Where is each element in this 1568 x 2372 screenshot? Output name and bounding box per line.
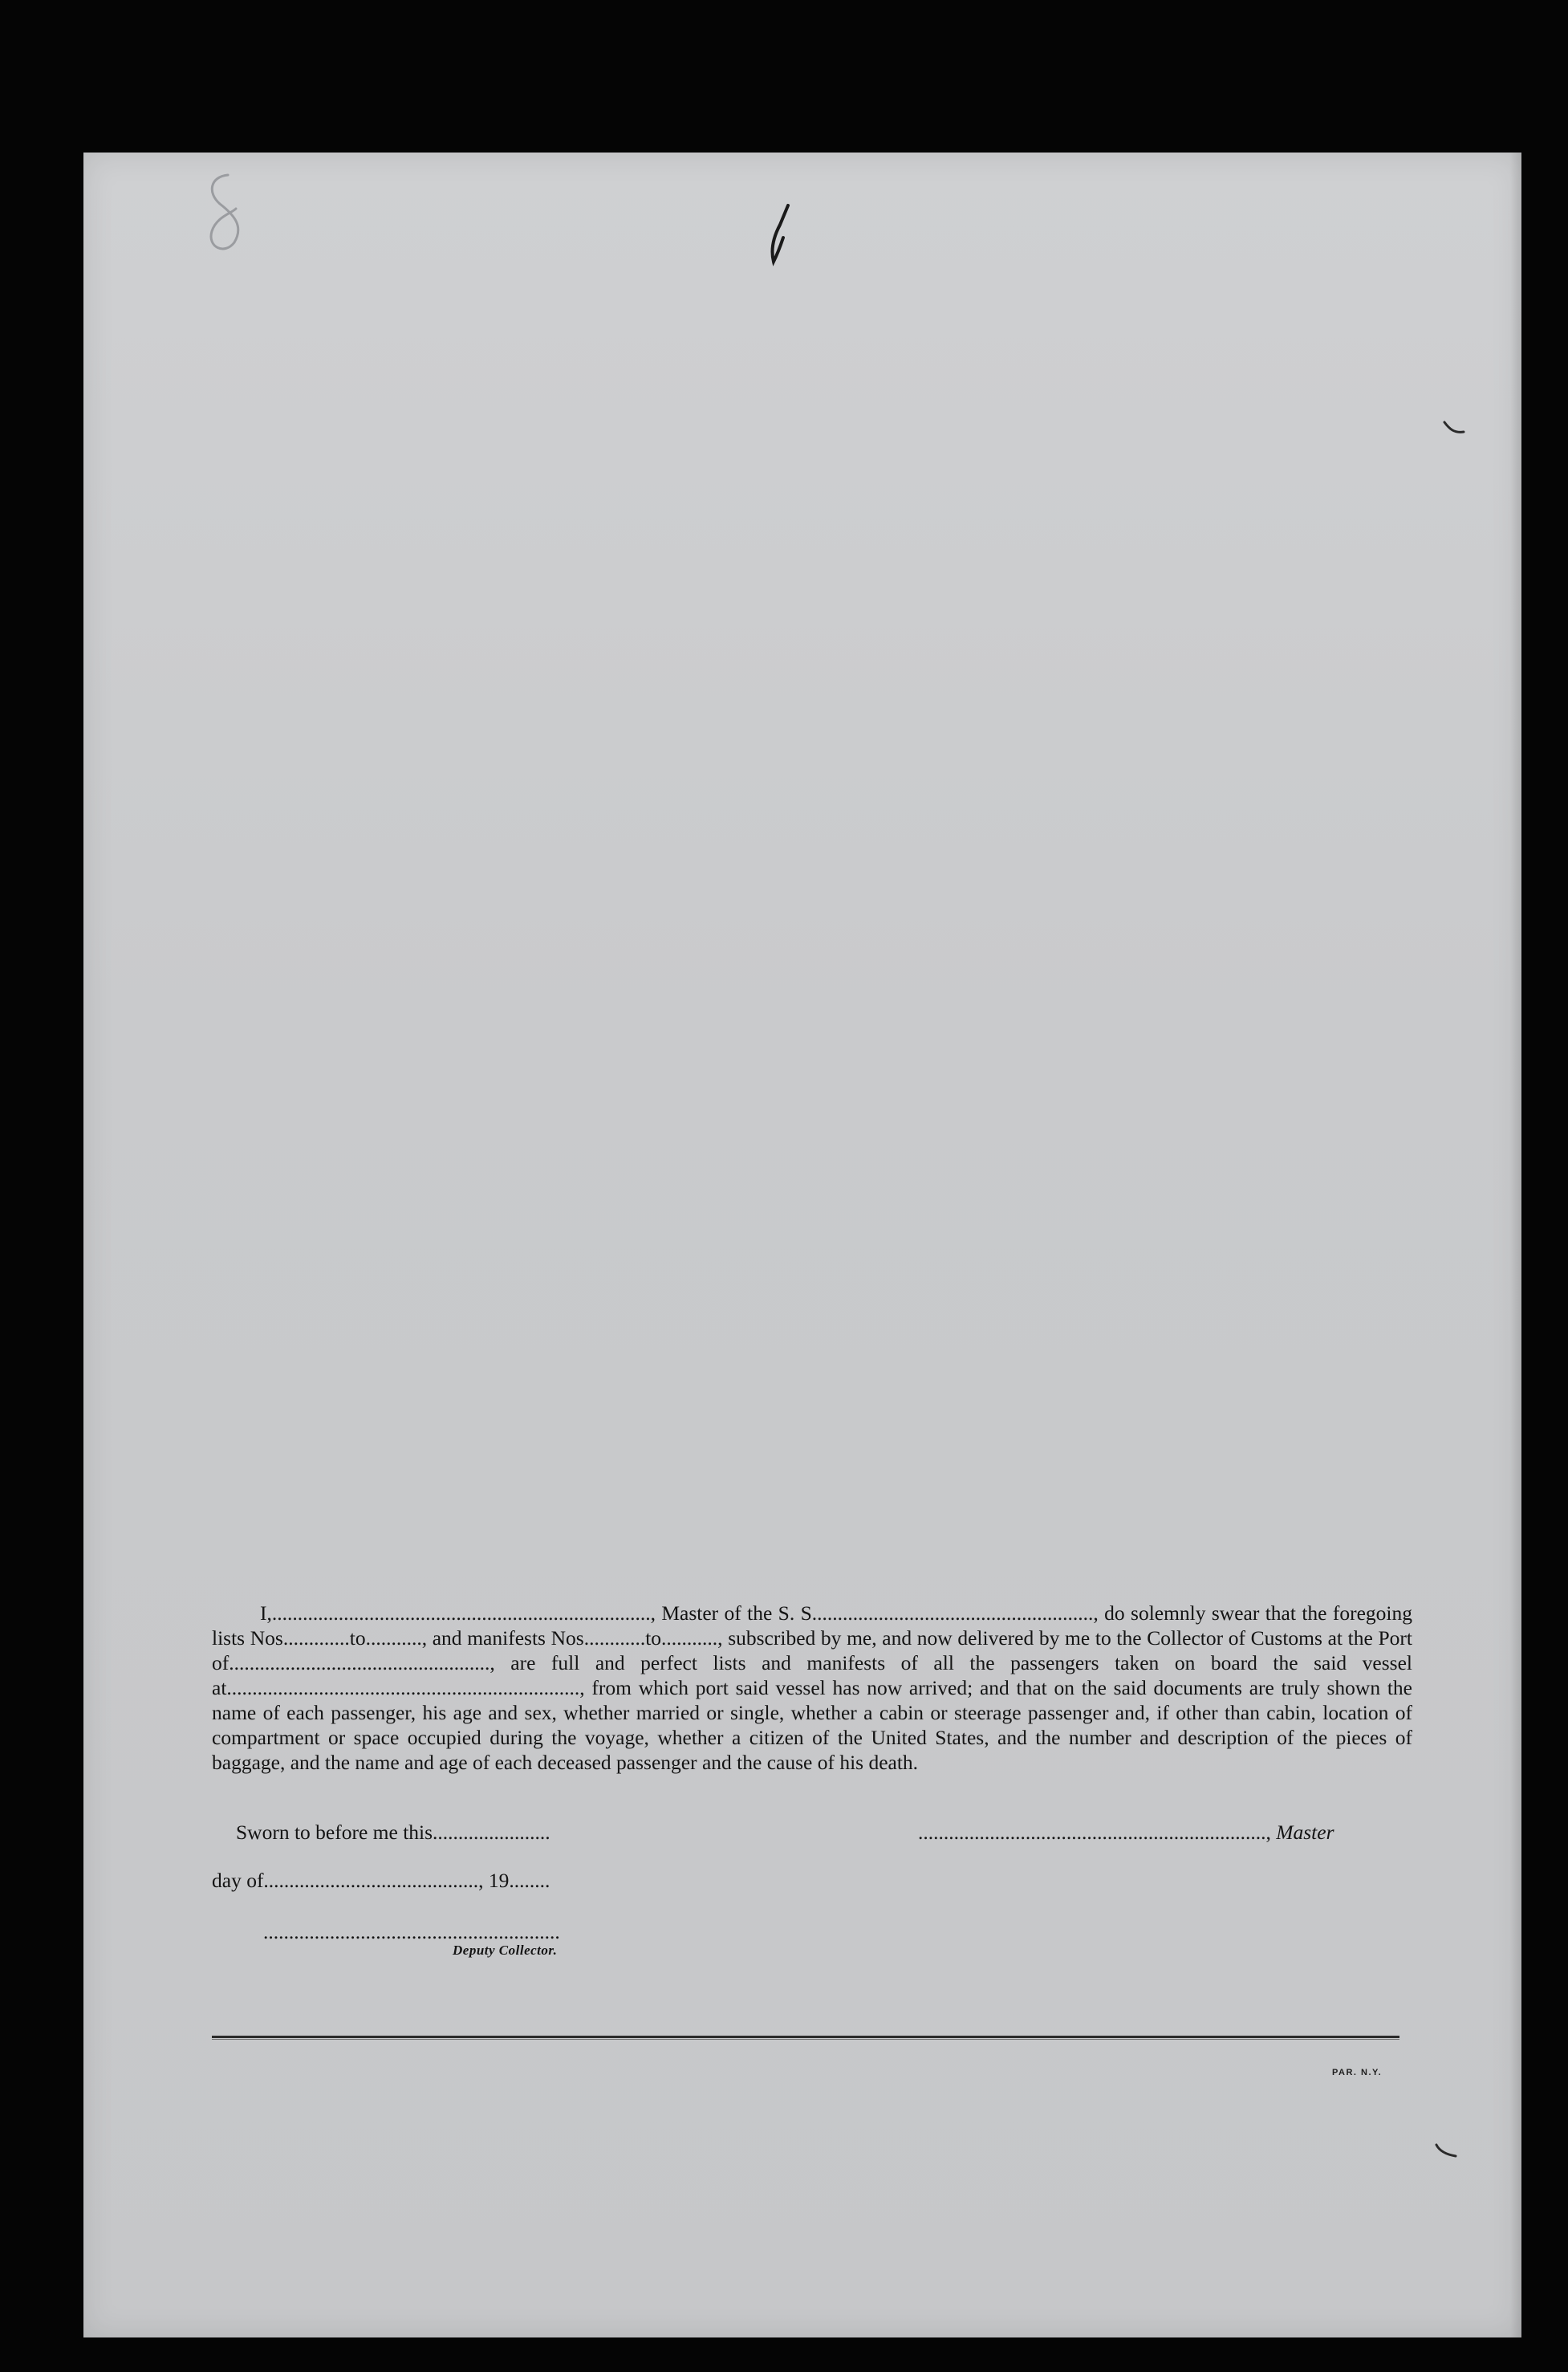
day-line (212, 1869, 550, 1893)
oath-paragraph-block (212, 1601, 1412, 1775)
deputy-signature-line (263, 1920, 560, 1944)
printer-mark: PAR. N.Y. (1332, 2068, 1383, 2077)
master-signature-line (918, 1821, 1334, 1845)
handwritten-numeral-mark (196, 169, 260, 257)
master-signature-dots: ...................................................................., (918, 1821, 1271, 1844)
handwritten-tick-mark (756, 201, 804, 273)
document-sheet (83, 153, 1521, 2337)
horizontal-rule (212, 2036, 1399, 2038)
bottom-right-mark (1432, 2140, 1464, 2164)
sworn-line-text: Sworn to before me this....................... (236, 1821, 550, 1844)
right-edge-mark (1440, 417, 1472, 441)
sheet-edge-shadow (1510, 153, 1521, 2337)
deputy-signature-dots: .......................................................... (263, 1920, 560, 1943)
oath-paragraph: I,.........................................................................., Master of the S. S......................................................., do solemnly swear that the foregoing lists Nos.............to..........., and manifests Nos............to..........., subscribed by me, and now delivered by me to the Collector of Customs at the Port of..................................................., are full and perfect lists and manifests of all the passengers taken on board the said vessel at....................................................................., from which port said vessel has now arrived; and that on the said documents are truly shown the name of each passenger, his age and sex, whether married or single, whether a cabin or steerage passenger and, if other than cabin, location of compartment or space occupied during the voyage, whether a citizen of the United States, and the number and description of the pieces of baggage, and the name and age of each deceased passenger and the cause of his death. (212, 1601, 1412, 1774)
master-label: Master (1276, 1821, 1334, 1844)
sworn-line (236, 1821, 550, 1845)
horizontal-rule-shadow (212, 2039, 1399, 2040)
day-line-text: day of.........................................., 19........ (212, 1869, 550, 1892)
deputy-collector-label: Deputy Collector. (453, 1943, 558, 1958)
